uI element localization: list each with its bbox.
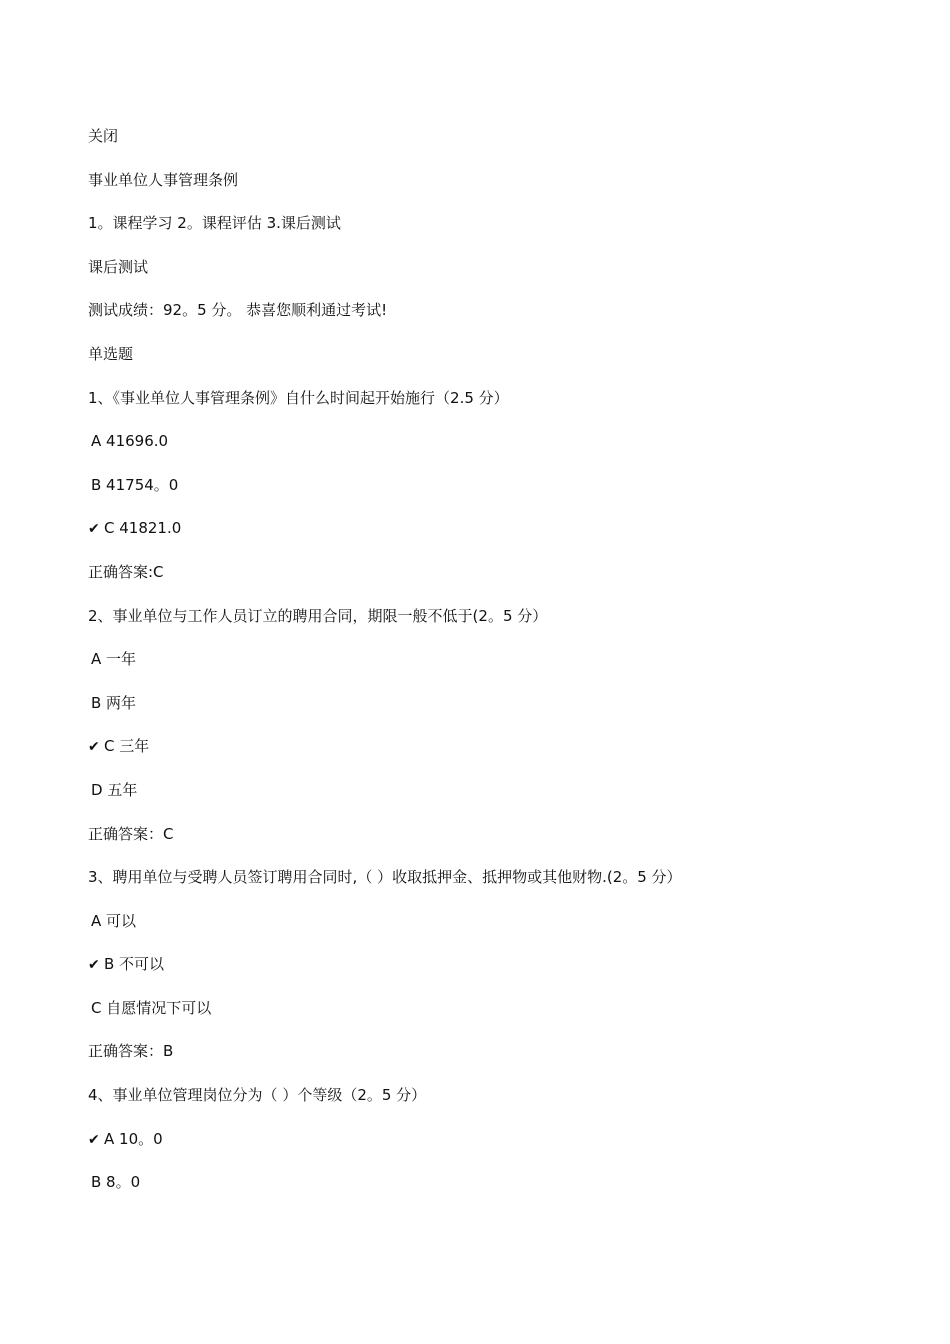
course-title: 事业单位人事管理条例 [88, 170, 239, 189]
question-text: 3、聘用单位与受聘人员签订聘用合同时,（ ）收取抵押金、抵押物或其他财物.(2。5 分） [88, 868, 682, 887]
option-a[interactable] [88, 649, 888, 693]
option-label: A 10。0 [104, 1129, 163, 1148]
option-c[interactable] [88, 998, 888, 1042]
close-link[interactable]: 关闭 [88, 127, 119, 145]
option-label: D 五年 [91, 780, 138, 799]
option-b[interactable] [88, 475, 888, 519]
option-label: A 可以 [91, 911, 137, 930]
question-type: 单选题 [88, 344, 134, 363]
option-label: C 三年 [104, 737, 150, 756]
option-d[interactable] [88, 780, 888, 824]
option-label: B 41754。0 [91, 475, 179, 494]
option-a[interactable] [88, 911, 888, 955]
question-text: 1、《事业单位人事管理条例》自什么时间起开始施行（2.5 分） [88, 388, 509, 407]
check-icon: ✔ [88, 957, 100, 974]
option-a[interactable] [88, 431, 888, 475]
correct-answer: 正确答案：C [88, 824, 174, 843]
option-c[interactable] [88, 518, 888, 562]
check-icon: ✔ [88, 1131, 100, 1148]
option-label: C 自愿情况下可以 [91, 998, 212, 1017]
option-c[interactable] [88, 736, 888, 780]
option-label: B 两年 [91, 693, 137, 712]
option-label: C 41821.0 [104, 519, 182, 538]
check-icon: ✔ [88, 521, 100, 538]
option-a[interactable] [88, 1129, 888, 1173]
option-label: B 不可以 [104, 955, 165, 974]
option-b[interactable] [88, 1172, 888, 1216]
option-label: A 41696.0 [91, 432, 169, 451]
correct-answer: 正确答案：B [88, 1042, 174, 1061]
correct-answer: 正确答案:C [88, 562, 164, 581]
question-text: 4、事业单位管理岗位分为（ ）个等级（2。5 分） [88, 1086, 427, 1105]
score-text: 测试成绩：92。5 分。 恭喜您顺利通过考试! [88, 301, 388, 320]
option-label: B 8。0 [91, 1173, 141, 1192]
quiz-page [88, 126, 888, 1216]
option-label: A 一年 [91, 650, 137, 669]
section-title: 课后测试 [88, 257, 149, 276]
course-steps: 1。课程学习 2。课程评估 3.课后测试 [88, 214, 341, 233]
option-b[interactable] [88, 954, 888, 998]
question-text: 2、事业单位与工作人员订立的聘用合同，期限一般不低于(2。5 分） [88, 606, 548, 625]
option-b[interactable] [88, 693, 888, 737]
check-icon: ✔ [88, 739, 100, 756]
